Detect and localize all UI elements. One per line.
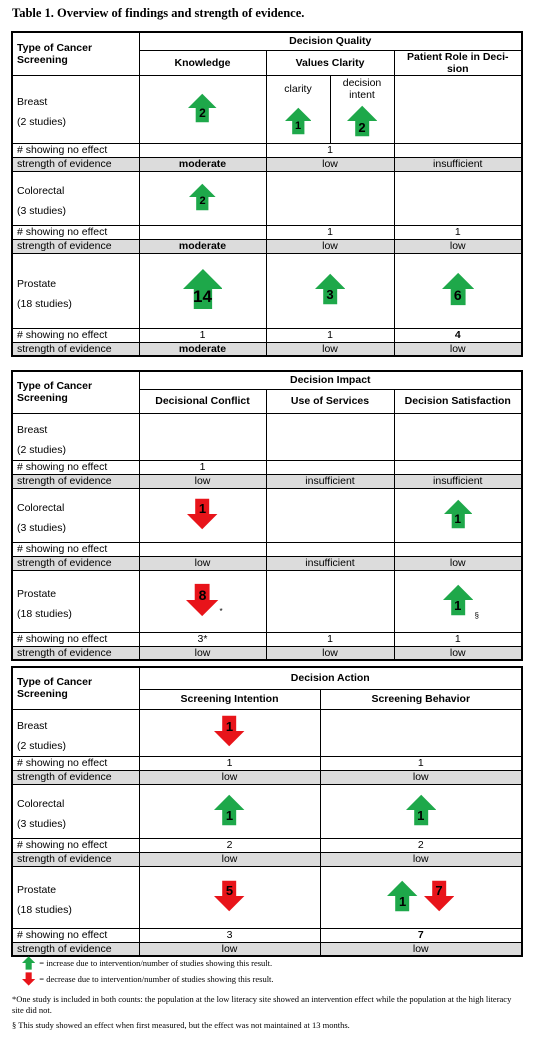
decision-action-table: Type of Cancer Screening Decision Action Screening Intention Screening Behavior Breast (2 studies) 1 # showing no effect 1 1 strength of evidence low low Colorectal (3 studies) 1 1 # showing no effect 2 2 strength of evidence low low Prostate (18 studies) 5 1 7 # showing no effect 3 7 strength of evidence low low	[11, 666, 523, 957]
type-header: Type of Cancer Screening	[12, 32, 139, 75]
arrow-up-shape	[22, 956, 35, 970]
col-values-clarity: Values Clarity	[266, 50, 394, 75]
arrow-down-icon	[187, 498, 217, 530]
arrow-count: 3	[326, 287, 334, 303]
arrow-count: 7	[435, 883, 443, 899]
legend-decrease: = decrease due to intervention/number of studies showing this result.	[22, 971, 274, 987]
arrow-up-icon	[285, 107, 312, 135]
arrow-count: 2	[199, 195, 206, 208]
decision-impact-table: Type of Cancer Screening Decision Impact Decisional Conflict Use of Services Decision Satisfaction Breast (2 studies) # showing no effect 1 strength of evidence low insufficient insufficient Colorectal (3 studies) 1 1 # showing no effect strength of evidence low insufficient low Prostate (18 studies) 8 * 1 § # showing no effect 3* 1 1 strength of evidence low low low	[11, 370, 523, 661]
row-label-breast: Breast (2 studies)	[12, 75, 139, 143]
table-caption: Table 1. Overview of findings and strength of evidence.	[12, 6, 305, 20]
arrow-count: 2	[199, 106, 206, 120]
group-header-action: Decision Action	[139, 667, 522, 689]
col-decisional-conflict: Decisional Conflict	[139, 389, 266, 413]
arrow-body	[22, 956, 35, 969]
col-screening-intention: Screening Intention	[139, 689, 320, 709]
footnote-star: *One study is included in both counts: the population at the low literacy site showed an intervention effect while the population at the high literacy site did not.	[12, 994, 512, 1015]
sub-clarity: clarity	[266, 75, 330, 103]
arrow-count: 6	[453, 287, 462, 304]
arrow-down-icon	[424, 880, 454, 912]
arrow-up-icon	[188, 93, 217, 123]
col-knowledge: Knowledge	[139, 50, 266, 75]
arrow-count: 1	[417, 807, 425, 823]
arrow-count: 14	[193, 286, 212, 306]
col-patient-role: Patient Role in Deci-sion	[394, 50, 522, 75]
legend	[22, 955, 274, 987]
noeffect-label: # showing no effect	[12, 143, 139, 157]
arrow-count: 1	[398, 893, 407, 909]
arrow-up-icon	[347, 105, 377, 137]
arrow-count: 1	[294, 119, 302, 132]
arrow-count: 5	[225, 883, 234, 899]
group-header-quality: Decision Quality	[139, 32, 522, 50]
group-header-impact: Decision Impact	[139, 371, 522, 389]
arrow-count: 1	[225, 807, 234, 823]
cell-breast-knowledge	[139, 75, 266, 143]
col-screening-behavior: Screening Behavior	[320, 689, 522, 709]
footnote-section-mark: §	[474, 610, 479, 620]
arrow-down-icon	[214, 880, 244, 912]
col-decision-satisfaction: Decision Satisfaction	[394, 389, 522, 413]
cell-breast-intent	[330, 103, 394, 143]
arrow-up-icon	[406, 794, 436, 826]
arrow-up-icon	[443, 584, 473, 616]
footnote-section: § This study showed an effect when first measured, but the effect was not maintained at 13 months.	[12, 1020, 350, 1030]
row-label-colorectal: Colorectal (3 studies)	[12, 171, 139, 225]
arrow-up-icon	[22, 956, 35, 970]
arrow-count: 1	[225, 718, 234, 734]
arrow-count: 1	[454, 512, 462, 526]
arrow-up-icon	[189, 183, 216, 211]
arrow-down-icon	[22, 972, 35, 986]
arrow-count: 2	[358, 119, 366, 135]
arrow-down-shape	[22, 972, 35, 986]
arrow-up-icon	[442, 272, 474, 306]
decision-quality-table: Type of Cancer Screening Decision Quality Knowledge Values Clarity Patient Role in Deci-sion Breast (2 studies) 2 clarity decision intent 1 2 # showing no effect 1 strength of evidence moderate low insufficient Colorectal (3 studies) 2 # showing no effect 1 1 strength of evidence moderate low low Prostate (18 studies) 14 3 6 # showing no effect 1 1 4 strength of evidence moderate low low	[11, 31, 523, 357]
cell-breast-clarity	[266, 103, 330, 143]
arrow-up-icon	[387, 880, 417, 912]
strength-label: strength of evidence	[12, 157, 139, 171]
arrow-count: 1	[454, 597, 462, 613]
arrow-up-icon	[315, 273, 345, 305]
sub-decision-intent: decision intent	[330, 75, 394, 103]
arrow-down-icon	[214, 715, 244, 747]
footnote-star-mark: *	[219, 606, 223, 616]
arrow-count: 8	[198, 586, 207, 603]
arrow-down-icon	[186, 583, 218, 617]
col-use-of-services: Use of Services	[266, 389, 394, 413]
arrow-count: 1	[198, 501, 207, 517]
legend-increase: = increase due to intervention/number of studies showing this result.	[22, 955, 274, 971]
arrow-up-icon	[444, 499, 473, 529]
cell-breast-role	[394, 75, 522, 143]
arrow-up-icon	[183, 268, 223, 310]
arrow-up-icon	[214, 794, 244, 826]
row-label-prostate: Prostate (18 studies)	[12, 253, 139, 328]
arrow-body	[22, 972, 35, 985]
